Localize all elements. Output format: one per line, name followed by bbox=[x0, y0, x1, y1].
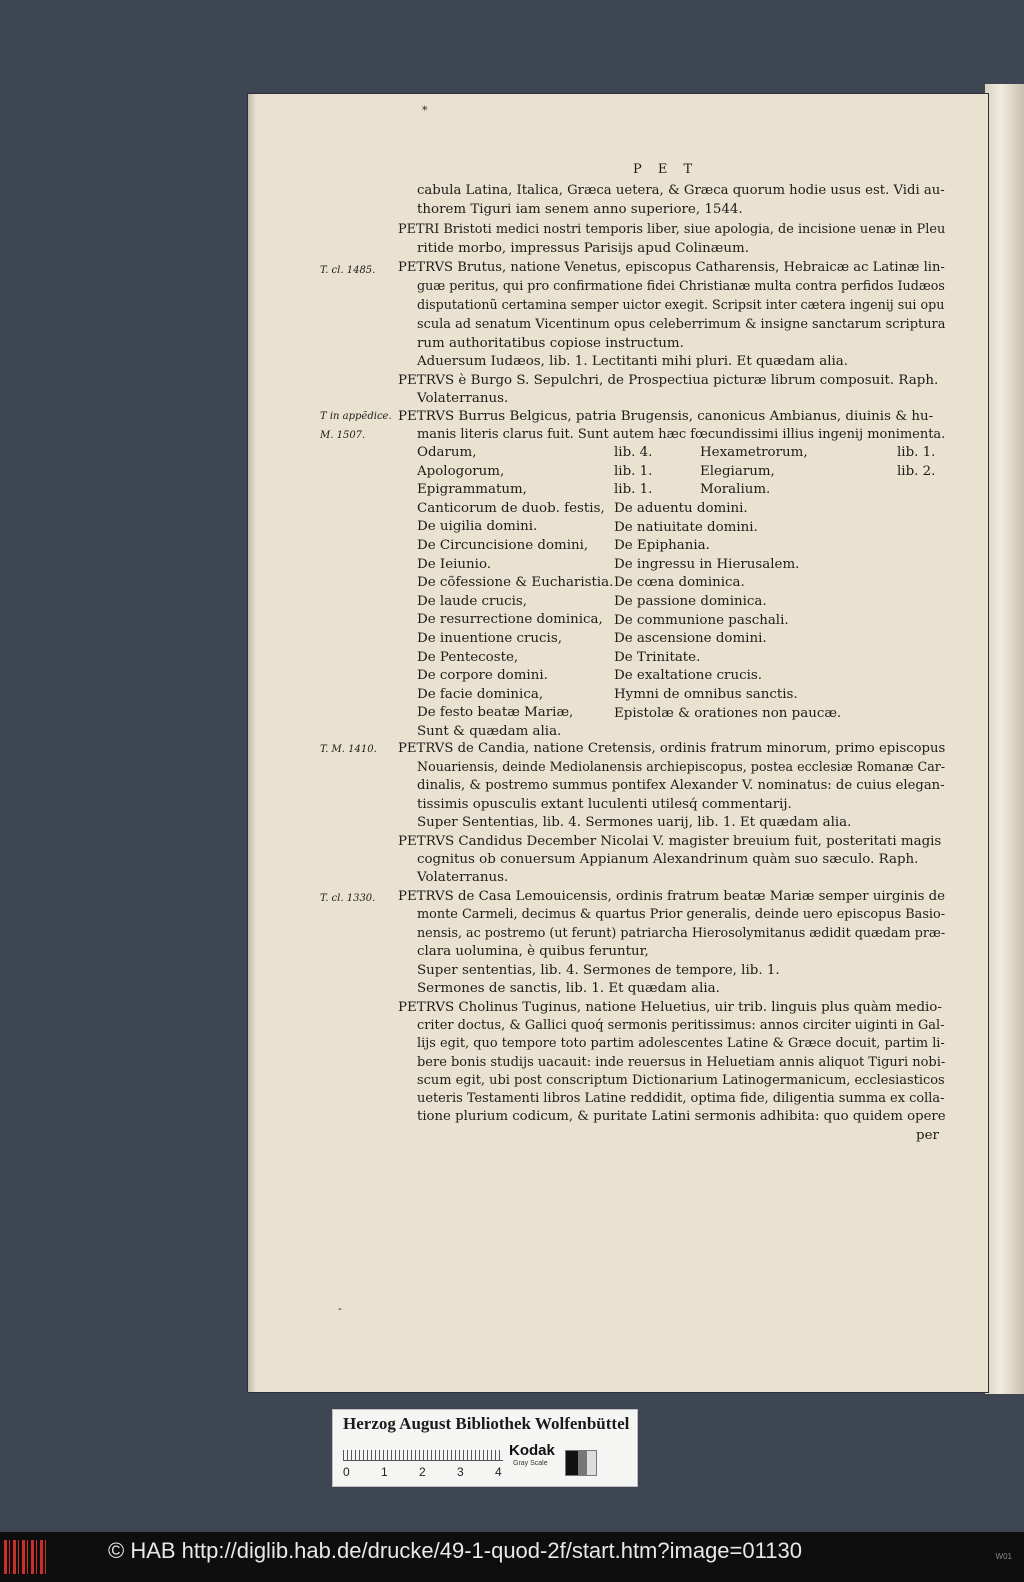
work-title: De Ieiunio. bbox=[417, 556, 492, 572]
margin-note: T in appẽdice. bbox=[320, 411, 392, 422]
text-line: Super sententias, lib. 4. Sermones de tempore, lib. 1. bbox=[417, 963, 780, 978]
barcode-icon bbox=[4, 1540, 48, 1574]
text-line: PETRVS Cholinus Tuginus, natione Heluetius, uir trib. linguis plus quàm medio- bbox=[398, 1000, 942, 1015]
work-title: De laude crucis, bbox=[417, 593, 527, 609]
margin-note: T. M. 1410. bbox=[320, 744, 377, 755]
text-line: Volaterranus. bbox=[417, 870, 509, 885]
work-title: De Trinitate. bbox=[614, 649, 701, 665]
text-line: criter doctus, & Gallici quoq́ sermonis peritissimus: annos circiter uiginti in Gal- bbox=[417, 1018, 945, 1033]
scale-ruler bbox=[343, 1442, 503, 1461]
tick-label: 2 bbox=[419, 1465, 426, 1479]
work-title: De aduentu domini. bbox=[614, 501, 748, 516]
text-line: PETRVS de Candia, natione Cretensis, ordinis fratrum minorum, primo episcopus bbox=[398, 741, 946, 756]
book-count: lib. 4. bbox=[614, 445, 653, 460]
text-line: bere bonis studijs uacauit: inde reuersus in Heluetiam annis aliquot Tiguri nobi- bbox=[417, 1055, 946, 1070]
library-name: Herzog August Bibliothek Wolfenbüttel bbox=[343, 1414, 630, 1433]
work-title: De communione paschali. bbox=[614, 612, 789, 628]
text-line: scula ad senatum Vicentinum opus celeberrimum & insigne sanctarum scriptura bbox=[417, 317, 946, 332]
text-line: guæ peritus, qui pro confirmatione fidei Christianæ multa contra perfidos Iudæos bbox=[417, 279, 945, 294]
work-title: Apologorum, bbox=[417, 463, 505, 479]
work-title: De Circuncisione domini, bbox=[417, 537, 589, 553]
margin-note: T. cl. 1485. bbox=[320, 265, 376, 276]
text-line: disputationũ certamina semper uictor exegit. Scripsit inter cætera ingenij sui opu bbox=[417, 298, 945, 313]
text-line: clara uolumina, è quibus feruntur, bbox=[417, 944, 649, 959]
work-title: Epigrammatum, bbox=[417, 482, 527, 498]
work-title: Moralium. bbox=[700, 482, 771, 498]
works-lib-column-2 bbox=[897, 444, 935, 481]
text-line: ritide morbo, impressus Parisijs apud Colinæum. bbox=[417, 241, 749, 256]
work-title: Elegiarum, bbox=[700, 463, 775, 479]
text-line: dinalis, & postremo summus pontifex Alexander V. nominatus: de cuius elegan- bbox=[417, 778, 945, 793]
work-title: De corpore domini. bbox=[417, 668, 548, 684]
text-line: manis literis clarus fuit. Sunt autem hæc fœcundissimi illius ingenij monimenta. bbox=[417, 427, 946, 442]
text-line: tione plurium codicum, & puritate Latini sermonis adhibita: quo quidem opere bbox=[417, 1109, 946, 1124]
text-line: nensis, ac postremo (ut ferunt) patriarcha Hierosolymitanus ædidit quædam præ- bbox=[417, 926, 946, 941]
text-line: Nouariensis, deinde Mediolanensis archiepiscopus, postea ecclesiæ Romanæ Car- bbox=[417, 760, 946, 775]
tick-label: 1 bbox=[381, 1465, 388, 1479]
works-right-column-lower bbox=[614, 500, 841, 723]
running-head: P E T bbox=[633, 162, 699, 177]
text-line: PETRVS Candidus December Nicolai V. magister breuium fuit, posteritati magis bbox=[398, 834, 942, 849]
text-line: Aduersum Iudæos, lib. 1. Lectitanti mihi pluri. Et quædam alia. bbox=[417, 354, 849, 369]
text-line: Super Sententias, lib. 4. Sermones uarij, lib. 1. Et quædam alia. bbox=[417, 815, 852, 830]
margin-note: M. 1507. bbox=[320, 430, 366, 441]
top-mark: * bbox=[422, 104, 428, 117]
margin-note: T. cl. 1330. bbox=[320, 893, 376, 904]
text-line: thorem Tiguri iam senem anno superiore, 1544. bbox=[417, 202, 743, 217]
text-line: cabula Latina, Italica, Græca uetera, & Græca quorum hodie usus est. Vidi au- bbox=[417, 183, 945, 198]
book-count: lib. 1. bbox=[897, 445, 936, 460]
bottom-mark: - bbox=[338, 1302, 342, 1315]
tick-label: 4 bbox=[495, 1465, 502, 1479]
work-title: De resurrectione dominica, bbox=[417, 612, 603, 628]
gutter-shadow bbox=[248, 94, 256, 1392]
work-title: De facie dominica, bbox=[417, 686, 544, 702]
text-line: PETRVS è Burgo S. Sepulchri, de Prospectiua picturæ librum composuit. Raph. bbox=[398, 373, 939, 388]
work-title: De uigilia domini. bbox=[417, 519, 538, 535]
work-title: Sunt & quædam alia. bbox=[417, 723, 562, 739]
book-count: lib. 1. bbox=[614, 463, 653, 479]
tick-label: 3 bbox=[457, 1465, 464, 1479]
text-line: monte Carmeli, decimus & quartus Prior generalis, deinde uero episcopus Basio- bbox=[417, 907, 946, 922]
source-url[interactable]: © HAB http://diglib.hab.de/drucke/49-1-quod-2f/start.htm?image=01130 bbox=[108, 1538, 802, 1563]
work-title: De cõfessione & Eucharistia. bbox=[417, 575, 614, 591]
works-left-column bbox=[417, 444, 613, 742]
text-line: PETRVS Burrus Belgicus, patria Brugensis, canonicus Ambianus, diuinis & hu- bbox=[398, 409, 934, 424]
work-title: De ascensione domini. bbox=[614, 631, 767, 647]
text-line: lijs egit, quo tempore toto partim adolescentes Latine & Græce docuit, partim li- bbox=[417, 1036, 945, 1051]
work-title: De Epiphania. bbox=[614, 538, 710, 554]
text-line: scum egit, ubi post conscriptum Dictionarium Latinogermanicum, ecclesiasticos bbox=[417, 1073, 945, 1088]
work-title: Canticorum de duob. festis, bbox=[417, 500, 605, 516]
footer-code: W01 bbox=[995, 1552, 1012, 1561]
work-title: De inuentione crucis, bbox=[417, 630, 562, 646]
text-line: rum authoritatibus copiose instructum. bbox=[417, 336, 684, 351]
works-lib-column-1 bbox=[614, 444, 652, 500]
text-line: ueteris Testamenti libros Latine reddidit, optima fide, diligentia summa ex colla- bbox=[417, 1091, 945, 1106]
work-title: Hymni de omnibus sanctis. bbox=[614, 686, 798, 702]
text-line: tissimis opusculis extant luculenti utilesq́ commentarij. bbox=[417, 797, 792, 812]
works-right-column bbox=[700, 444, 808, 500]
text-line: Sermones de sanctis, lib. 1. Et quædam alia. bbox=[417, 981, 720, 996]
work-title: De passione dominica. bbox=[614, 593, 767, 609]
work-title: Epistolæ & orationes non paucæ. bbox=[614, 705, 842, 721]
gray-scale-swatch bbox=[565, 1450, 597, 1476]
color-reference-card bbox=[332, 1409, 638, 1487]
text-line: PETRVS de Casa Lemouicensis, ordinis fratrum beatæ Mariæ semper uirginis de bbox=[398, 889, 946, 904]
work-title: De exaltatione crucis. bbox=[614, 668, 762, 684]
work-title: De festo beatæ Mariæ, bbox=[417, 705, 574, 721]
tick-label: 0 bbox=[343, 1465, 350, 1479]
work-title: Hexametrorum, bbox=[700, 445, 808, 460]
page-edge bbox=[985, 84, 1024, 1394]
work-title: De ingressu in Hierusalem. bbox=[614, 556, 800, 572]
text-line: Volaterranus. bbox=[417, 391, 509, 406]
book-count: lib. 1. bbox=[614, 482, 653, 498]
work-title: Odarum, bbox=[417, 445, 477, 460]
book-count: lib. 2. bbox=[897, 463, 936, 479]
work-title: De Pentecoste, bbox=[417, 649, 519, 665]
text-line: PETRVS Brutus, natione Venetus, episcopus Catharensis, Hebraicæ ac Latinæ lin- bbox=[398, 260, 945, 275]
text-line: PETRI Bristoti medici nostri temporis liber, siue apologia, de incisione uenæ in Pleu bbox=[398, 222, 946, 237]
gray-scale-label: Gray Scale bbox=[513, 1460, 548, 1467]
work-title: De natiuitate domini. bbox=[614, 519, 758, 535]
text-line: cognitus ob conuersum Appianum Alexandrinum quàm suo sæculo. Raph. bbox=[417, 852, 919, 867]
catchword: per bbox=[916, 1128, 939, 1143]
footer-bar bbox=[0, 1532, 1024, 1582]
work-title: De cœna dominica. bbox=[614, 575, 745, 591]
kodak-logo: Kodak bbox=[509, 1442, 555, 1459]
